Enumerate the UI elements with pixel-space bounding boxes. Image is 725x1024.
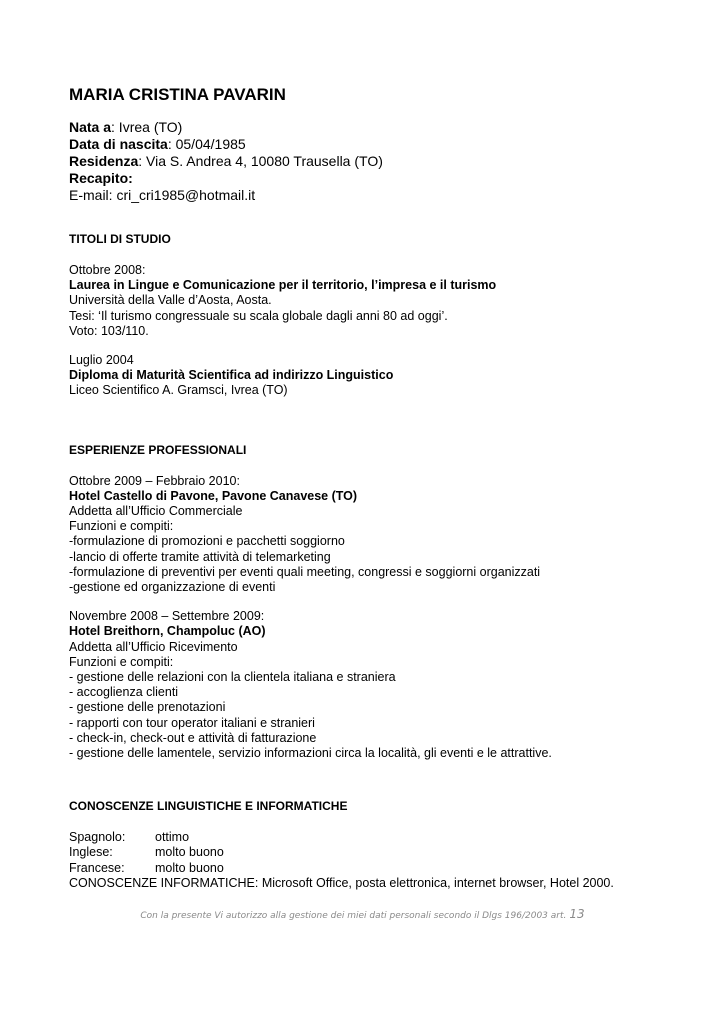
duty-item: - gestione delle lamentele, servizio informazioni circa la località, gli eventi e le attrattive. bbox=[69, 746, 552, 761]
education-degree: Diploma di Maturità Scientifica ad indirizzo Linguistico bbox=[69, 368, 394, 383]
contact-line bbox=[69, 170, 669, 187]
duty-item: - gestione delle prenotazioni bbox=[69, 700, 226, 715]
experience-entry bbox=[69, 609, 669, 761]
birth-date-value: : 05/04/1985 bbox=[167, 136, 246, 152]
duty-item: -gestione ed organizzazione di eventi bbox=[69, 580, 276, 595]
experience-entry bbox=[69, 474, 669, 596]
skills-list bbox=[69, 830, 669, 891]
language-row bbox=[69, 861, 669, 876]
duty-item: - accoglienza clienti bbox=[69, 685, 179, 700]
it-skills-line: CONOSCENZE INFORMATICHE: Microsoft Office, posta elettronica, internet browser, Hotel 2000. bbox=[69, 875, 614, 890]
experience-employer: Hotel Castello di Pavone, Pavone Canavese (TO) bbox=[69, 488, 358, 503]
education-date: Ottobre 2008: bbox=[69, 263, 146, 277]
experience-employer: Hotel Breithorn, Champoluc (AO) bbox=[69, 624, 266, 639]
language-row bbox=[69, 845, 669, 860]
cv-content bbox=[69, 84, 669, 891]
privacy-consent-footer bbox=[0, 907, 725, 921]
page-number: 13 bbox=[569, 907, 585, 921]
duty-item: -lancio di offerte tramite attività di telemarketing bbox=[69, 549, 331, 564]
experience-role: Addetta all’Ufficio Commerciale bbox=[69, 504, 243, 519]
skills-heading: CONOSCENZE LINGUISTICHE E INFORMATICHE bbox=[69, 799, 348, 814]
residence-value: : Via S. Andrea 4, 10080 Trausella (TO) bbox=[138, 153, 383, 169]
experience-heading: ESPERIENZE PROFESSIONALI bbox=[69, 442, 247, 457]
experience-period: Novembre 2008 – Settembre 2009: bbox=[69, 609, 265, 624]
candidate-name: MARIA CRISTINA PAVARIN bbox=[69, 85, 286, 104]
birth-place-label: Nata a bbox=[69, 119, 112, 135]
birth-date-line bbox=[69, 136, 669, 153]
language-row bbox=[69, 830, 669, 845]
language-level: ottimo bbox=[155, 830, 190, 845]
contact-label: Recapito: bbox=[69, 170, 133, 186]
duty-item: -formulazione di promozioni e pacchetti soggiorno bbox=[69, 534, 345, 549]
duty-item: - rapporti con tour operator italiani e stranieri bbox=[69, 715, 315, 730]
birth-date-label: Data di nascita bbox=[69, 136, 168, 152]
language-name: Francese: bbox=[69, 860, 125, 875]
email-line: E-mail: cri_cri1985@hotmail.it bbox=[69, 187, 256, 203]
birth-place-value: : Ivrea (TO) bbox=[111, 119, 183, 135]
residence-label: Residenza bbox=[69, 153, 139, 169]
education-thesis: Tesi: ‘Il turismo congressuale su scala globale dagli anni 80 ad oggi’. bbox=[69, 308, 448, 323]
experience-role: Addetta all’Ufficio Ricevimento bbox=[69, 639, 238, 654]
duty-item: - check-in, check-out e attività di fatturazione bbox=[69, 730, 317, 745]
language-name: Inglese: bbox=[69, 845, 113, 860]
education-entry bbox=[69, 353, 669, 399]
education-entry bbox=[69, 263, 669, 339]
education-degree: Laurea in Lingue e Comunicazione per il territorio, l’impresa e il turismo bbox=[69, 278, 497, 293]
experience-duties-label: Funzioni e compiti: bbox=[69, 519, 174, 534]
language-name: Spagnolo: bbox=[69, 830, 126, 845]
education-institution: Università della Valle d’Aosta, Aosta. bbox=[69, 293, 272, 308]
experience-period: Ottobre 2009 – Febbraio 2010: bbox=[69, 473, 240, 488]
education-institution: Liceo Scientifico A. Gramsci, Ivrea (TO) bbox=[69, 383, 288, 398]
privacy-consent-text: Con la presente Vi autorizzo alla gestione dei miei dati personali secondo il Dlgs 196/2003 art. bbox=[140, 911, 567, 921]
birth-place-line bbox=[69, 119, 669, 136]
duty-item: - gestione delle relazioni con la clientela italiana e straniera bbox=[69, 670, 396, 685]
education-date: Luglio 2004 bbox=[69, 353, 134, 368]
language-level: molto buono bbox=[155, 860, 224, 875]
education-heading: TITOLI DI STUDIO bbox=[69, 232, 171, 246]
personal-info bbox=[69, 119, 669, 204]
duty-item: -formulazione di preventivi per eventi quali meeting, congressi e soggiorni organizzati bbox=[69, 564, 541, 579]
education-grade: Voto: 103/110. bbox=[69, 323, 149, 338]
residence-line bbox=[69, 153, 669, 170]
experience-duties-label: Funzioni e compiti: bbox=[69, 654, 174, 669]
language-level: molto buono bbox=[155, 845, 224, 860]
